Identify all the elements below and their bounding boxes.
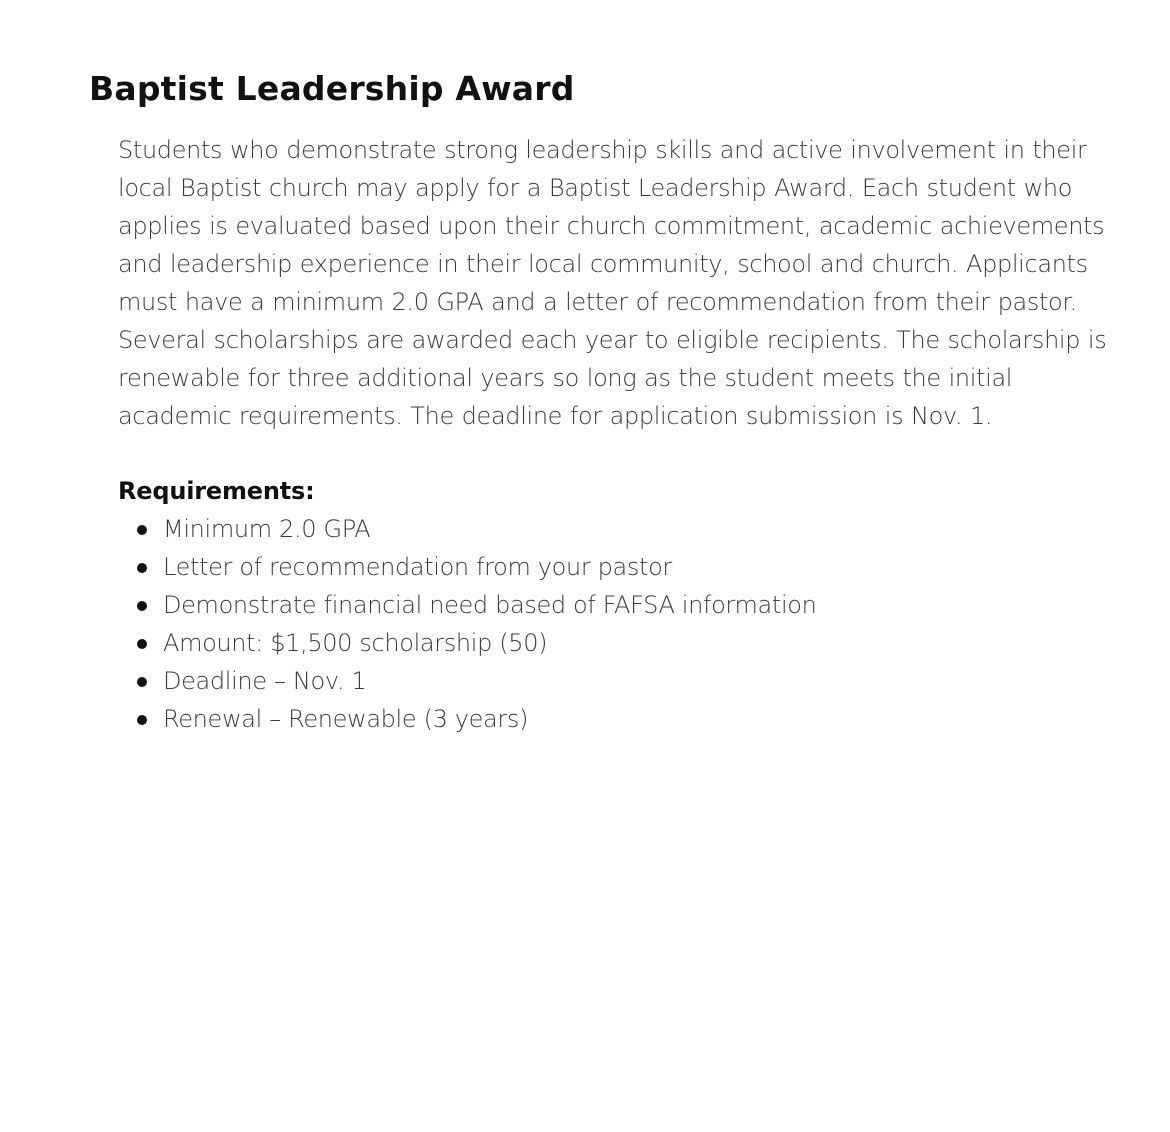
requirement-text: Minimum 2.0 GPA	[163, 515, 371, 543]
bullet-icon	[137, 601, 147, 611]
requirement-item-deadline	[118, 662, 1118, 700]
requirement-item-recommendation	[118, 548, 1118, 586]
bullet-icon	[137, 677, 147, 687]
requirement-item-financial-need	[118, 586, 1118, 624]
requirements-heading: Requirements:	[118, 477, 315, 505]
requirement-item-gpa	[118, 510, 1118, 548]
requirement-text: Amount: $1,500 scholarship (50)	[163, 629, 548, 657]
bullet-icon	[137, 563, 147, 573]
bullet-icon	[137, 639, 147, 649]
requirement-item-renewal	[118, 700, 1118, 738]
award-description: Students who demonstrate strong leadership skills and active involvement in their local Baptist church may apply for a Baptist Leadership Award. Each student who applies is evaluated based upon their church commitment, academic achievements and leadership experience in their local community, school and church. Applicants must have a minimum 2.0 GPA and a letter of recommendation from their pastor. Several scholarships are awarded each year to eligible recipients. The scholarship is renewable for three additional years so long as the student meets the initial academic requirements. The deadline for application submission is Nov. 1.	[118, 136, 1107, 430]
requirements-list	[118, 510, 1118, 738]
requirement-item-amount	[118, 624, 1118, 662]
bullet-icon	[137, 715, 147, 725]
bullet-icon	[137, 525, 147, 535]
requirement-text: Letter of recommendation from your pastor	[163, 553, 672, 581]
requirement-text: Deadline – Nov. 1	[163, 667, 367, 695]
page-title: Baptist Leadership Award	[89, 69, 575, 108]
requirement-text: Demonstrate financial need based of FAFSA information	[163, 591, 817, 619]
requirement-text: Renewal – Renewable (3 years)	[163, 705, 529, 733]
